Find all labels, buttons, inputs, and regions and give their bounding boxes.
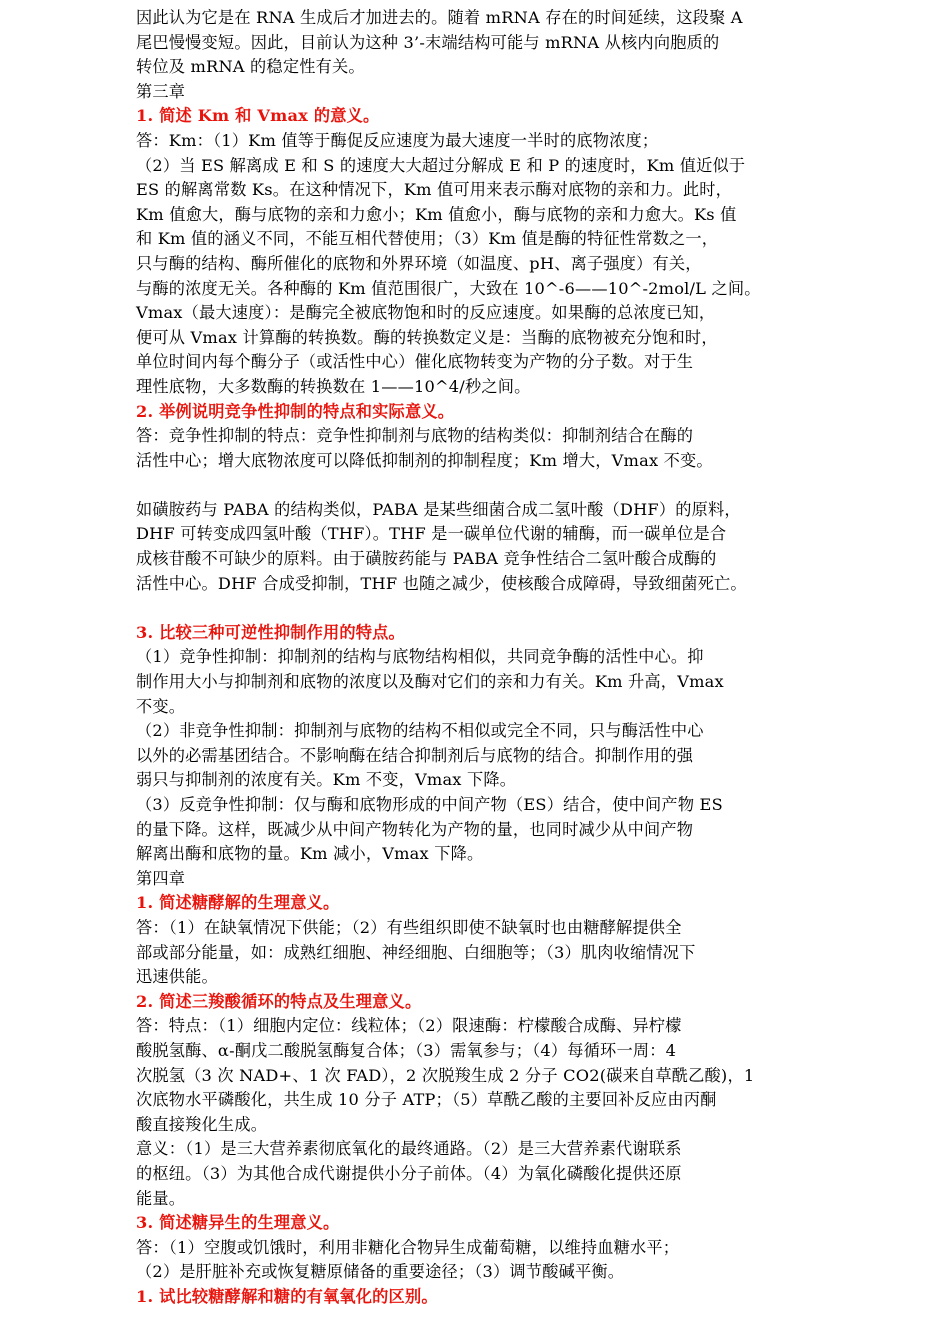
answer-paragraph: [136, 424, 816, 473]
text-line: 因此认为它是在 RNA 生成后才加进去的。随着 mRNA 存在的时间延续，这段聚 A: [136, 8, 743, 27]
question-heading: 1. 简述 Km 和 Vmax 的意义。: [136, 106, 380, 126]
answer-paragraph: [136, 1014, 816, 1211]
text-line: 只与酶的结构、酶所催化的底物和外界环境（如温度、pH、离子强度）有关，: [136, 253, 702, 273]
text-line: Km 值愈大，酶与底物的亲和力愈小；Km 值愈小，酶与底物的亲和力愈大。Ks 值: [136, 204, 737, 224]
blank-line: [136, 473, 816, 498]
answer-paragraph: [136, 916, 816, 990]
question-heading: 1. 试比较糖酵解和糖的有氧氧化的区别。: [136, 1286, 438, 1306]
text-line: 与酶的浓度无关。各种酶的 Km 值范围很广，大致在 10^-6——10^-2mol/L 之间。: [136, 278, 761, 298]
text-line: 迅速供能。: [136, 967, 218, 987]
text-line: ES 的解离常数 Ks。在这种情况下，Km 值可用来表示酶对底物的亲和力。此时，: [136, 180, 732, 200]
text-line: （2）非竞争性抑制：抑制剂与底物的结构不相似或完全不同，只与酶活性中心: [136, 721, 704, 741]
text-line: 酸脱氢酶、α-酮戊二酸脱氢酶复合体；（3）需氧参与；（4）每循环一周：4: [136, 1040, 677, 1060]
text-line: 活性中心；增大底物浓度可以降低抑制剂的抑制程度；Km 增大，Vmax 不变。: [136, 450, 713, 470]
answer-paragraph: [136, 129, 816, 400]
text-line: 弱只与抑制剂的浓度有关。Km 不变，Vmax 下降。: [136, 770, 517, 790]
text-line: 以外的必需基团结合。不影响酶在结合抑制剂后与底物的结合。抑制作用的强: [136, 745, 694, 765]
question-heading: 2. 举例说明竞争性抑制的特点和实际意义。: [136, 401, 455, 421]
text-line: 酸直接羧化生成。: [136, 1114, 268, 1134]
text-line: 如磺胺药与 PABA 的结构类似，PABA 是某些细菌合成二氢叶酸（DHF）的原料，: [136, 499, 741, 519]
text-line: 的量下降。这样，既减少从中间产物转化为产物的量，也同时减少从中间产物: [136, 819, 694, 839]
text-line: （3）反竞争性抑制：仅与酶和底物形成的中间产物（ES）结合，使中间产物 ES: [136, 795, 723, 814]
text-line: 单位时间内每个酶分子（或活性中心）催化底物转变为产物的分子数。对于生: [136, 352, 694, 372]
intro-paragraph: [136, 6, 816, 80]
text-line: 成核苷酸不可缺少的原料。由于磺胺药能与 PABA 竞争性结合二氢叶酸合成酶的: [136, 549, 717, 569]
text-line: 次脱氢（3 次 NAD+、1 次 FAD），2 次脱羧生成 2 分子 CO2(碳来自草酰乙酸)，1: [136, 1065, 755, 1085]
text-line: 的枢纽。（3）为其他合成代谢提供小分子前体。（4）为氧化磷酸化提供还原: [136, 1163, 682, 1183]
question-heading: 3. 比较三种可逆性抑制作用的特点。: [136, 622, 405, 642]
text-line: 答：特点：（1）细胞内定位：线粒体；（2）限速酶：柠檬酸合成酶、异柠檬: [136, 1016, 682, 1036]
document-page: [136, 6, 816, 1309]
answer-paragraph: [136, 645, 816, 866]
text-line: （2）当 ES 解离成 E 和 S 的速度大大超过分解成 E 和 P 的速度时，Km 值近似于: [136, 155, 746, 175]
text-line: 答：竞争性抑制的特点：竞争性抑制剂与底物的结构类似：抑制剂结合在酶的: [136, 426, 694, 446]
text-line: 答：（1）在缺氧情况下供能；（2）有些组织即使不缺氧时也由糖酵解提供全: [136, 917, 682, 937]
text-line: Vmax（最大速度）：是酶完全被底物饱和时的反应速度。如果酶的总浓度已知，: [136, 303, 716, 323]
text-line: （1）竞争性抑制：抑制剂的结构与底物结构相似，共同竞争酶的活性中心。抑: [136, 647, 704, 667]
answer-paragraph: [136, 1236, 816, 1285]
text-line: 次底物水平磷酸化，共生成 10 分子 ATP；（5）草酰乙酸的主要回补反应由丙酮: [136, 1090, 717, 1110]
text-line: DHF 可转变成四氢叶酸（THF）。THF 是一碳单位代谢的辅酶，而一碳单位是合: [136, 524, 727, 544]
text-line: 部或部分能量，如：成熟红细胞、神经细胞、白细胞等；（3）肌肉收缩情况下: [136, 942, 696, 962]
text-line: 不变。: [136, 696, 186, 716]
example-paragraph: [136, 498, 816, 596]
text-line: 尾巴慢慢变短。因此，目前认为这种 3’-末端结构可能与 mRNA 从核内向胞质的: [136, 32, 720, 52]
text-line: 意义：（1）是三大营养素彻底氧化的最终通路。（2）是三大营养素代谢联系: [136, 1139, 682, 1159]
chapter-heading: 第四章: [136, 868, 186, 888]
text-line: 答：Km：（1）Km 值等于酶促反应速度为最大速度一半时的底物浓度；: [136, 130, 659, 150]
text-line: 制作用大小与抑制剂和底物的浓度以及酶对它们的亲和力有关。Km 升高，Vmax: [136, 672, 724, 692]
blank-line: [136, 596, 816, 621]
text-line: 活性中心。DHF 合成受抑制，THF 也随之减少，使核酸合成障碍，导致细菌死亡。: [136, 573, 747, 593]
text-line: 便可从 Vmax 计算酶的转换数。酶的转换数定义是：当酶的底物被充分饱和时，: [136, 327, 718, 347]
text-line: （2）是肝脏补充或恢复糖原储备的重要途径；（3）调节酸碱平衡。: [136, 1262, 625, 1282]
text-line: 转位及 mRNA 的稳定性有关。: [136, 57, 365, 77]
text-line: 能量。: [136, 1188, 186, 1208]
text-line: 答：（1）空腹或饥饿时，利用非糖化合物异生成葡萄糖，以维持血糖水平；: [136, 1237, 680, 1257]
chapter-heading: 第三章: [136, 81, 186, 101]
text-line: 解离出酶和底物的量。Km 减小，Vmax 下降。: [136, 844, 484, 864]
text-line: 理性底物，大多数酶的转换数在 1——10^4/秒之间。: [136, 376, 531, 396]
question-heading: 1. 简述糖酵解的生理意义。: [136, 893, 340, 913]
question-heading: 3. 简述糖异生的生理意义。: [136, 1213, 340, 1233]
question-heading: 2. 简述三羧酸循环的特点及生理意义。: [136, 991, 422, 1011]
text-line: 和 Km 值的涵义不同，不能互相代替使用；（3）Km 值是酶的特征性常数之一，: [136, 229, 719, 249]
